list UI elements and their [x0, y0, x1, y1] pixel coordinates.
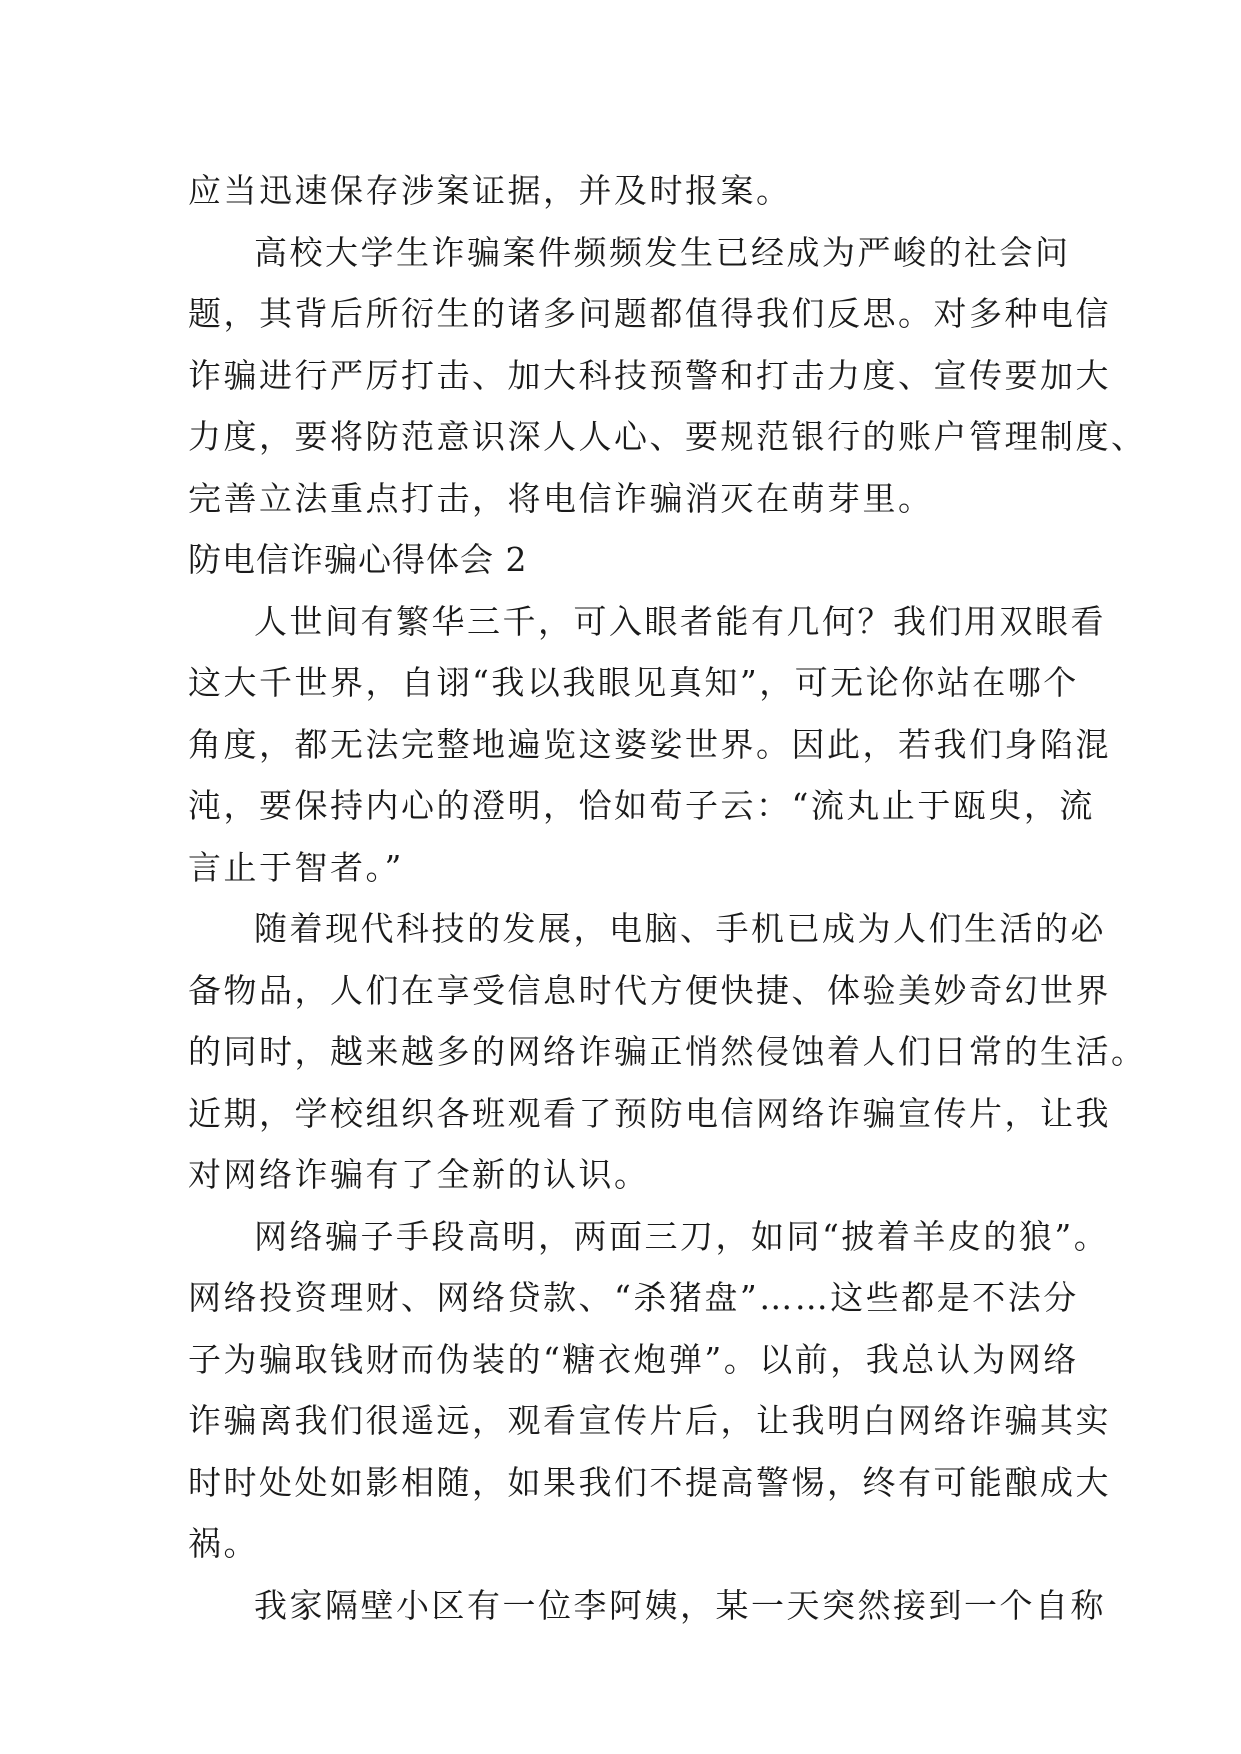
- section-heading: 防电信诈骗心得体会 2: [188, 540, 528, 579]
- text-line: 题，其背后所衍生的诸多问题都值得我们反思。对多种电信: [188, 294, 1111, 333]
- text-line: 人世间有繁华三千，可入眼者能有几何？我们用双眼看: [254, 601, 1106, 641]
- text-line: 沌，要保持内心的澄明，恰如荀子云：“流丸止于瓯臾，流: [188, 786, 1095, 825]
- text-line: 力度，要将防范意识深人人心、要规范银行的账户管理制度、: [188, 417, 1147, 456]
- document-body: [188, 160, 1147, 1636]
- text-line: 高校大学生诈骗案件频频发生已经成为严峻的社会问: [254, 232, 1071, 272]
- text-line: 祸。: [188, 1524, 259, 1563]
- text-line: 近期，学校组织各班观看了预防电信网络诈骗宣传片，让我: [188, 1093, 1111, 1133]
- text-line: 完善立法重点打击，将电信诈骗消灭在萌芽里。: [188, 478, 934, 518]
- text-line: 子为骗取钱财而伪装的“糖衣炮弹”。以前，我总认为网络: [188, 1339, 1079, 1379]
- text-line: 这大千世界，自诩“我以我眼见真知”，可无论你站在哪个: [188, 663, 1079, 702]
- text-line: 应当迅速保存涉案证据，并及时报案。: [188, 171, 792, 210]
- text-line: 角度，都无法完整地遍览这婆娑世界。因此，若我们身陷混: [188, 724, 1111, 764]
- text-line: 网络骗子手段高明，两面三刀，如同“披着羊皮的狼”。: [254, 1216, 1110, 1256]
- text-line: 随着现代科技的发展，电脑、手机已成为人们生活的必: [254, 909, 1106, 948]
- text-line: 诈骗离我们很遥远，观看宣传片后，让我明白网络诈骗其实: [188, 1401, 1111, 1440]
- text-line: 网络投资理财、网络贷款、“杀猪盘”……这些都是不法分: [188, 1278, 1079, 1317]
- text-line: 对网络诈骗有了全新的认识。: [188, 1155, 650, 1194]
- text-line: 的同时，越来越多的网络诈骗正悄然侵蚀着人们日常的生活。: [188, 1032, 1147, 1071]
- text-line: 我家隔壁小区有一位李阿姨，某一天突然接到一个自称: [254, 1585, 1106, 1625]
- text-line: 言止于智者。”: [188, 847, 404, 887]
- text-line: 时时处处如影相随，如果我们不提高警惕，终有可能酿成大: [188, 1462, 1111, 1502]
- text-line: 备物品，人们在享受信息时代方便快捷、体验美妙奇幻世界: [188, 970, 1111, 1010]
- text-line: 诈骗进行严厉打击、加大科技预警和打击力度、宣传要加大: [188, 355, 1111, 395]
